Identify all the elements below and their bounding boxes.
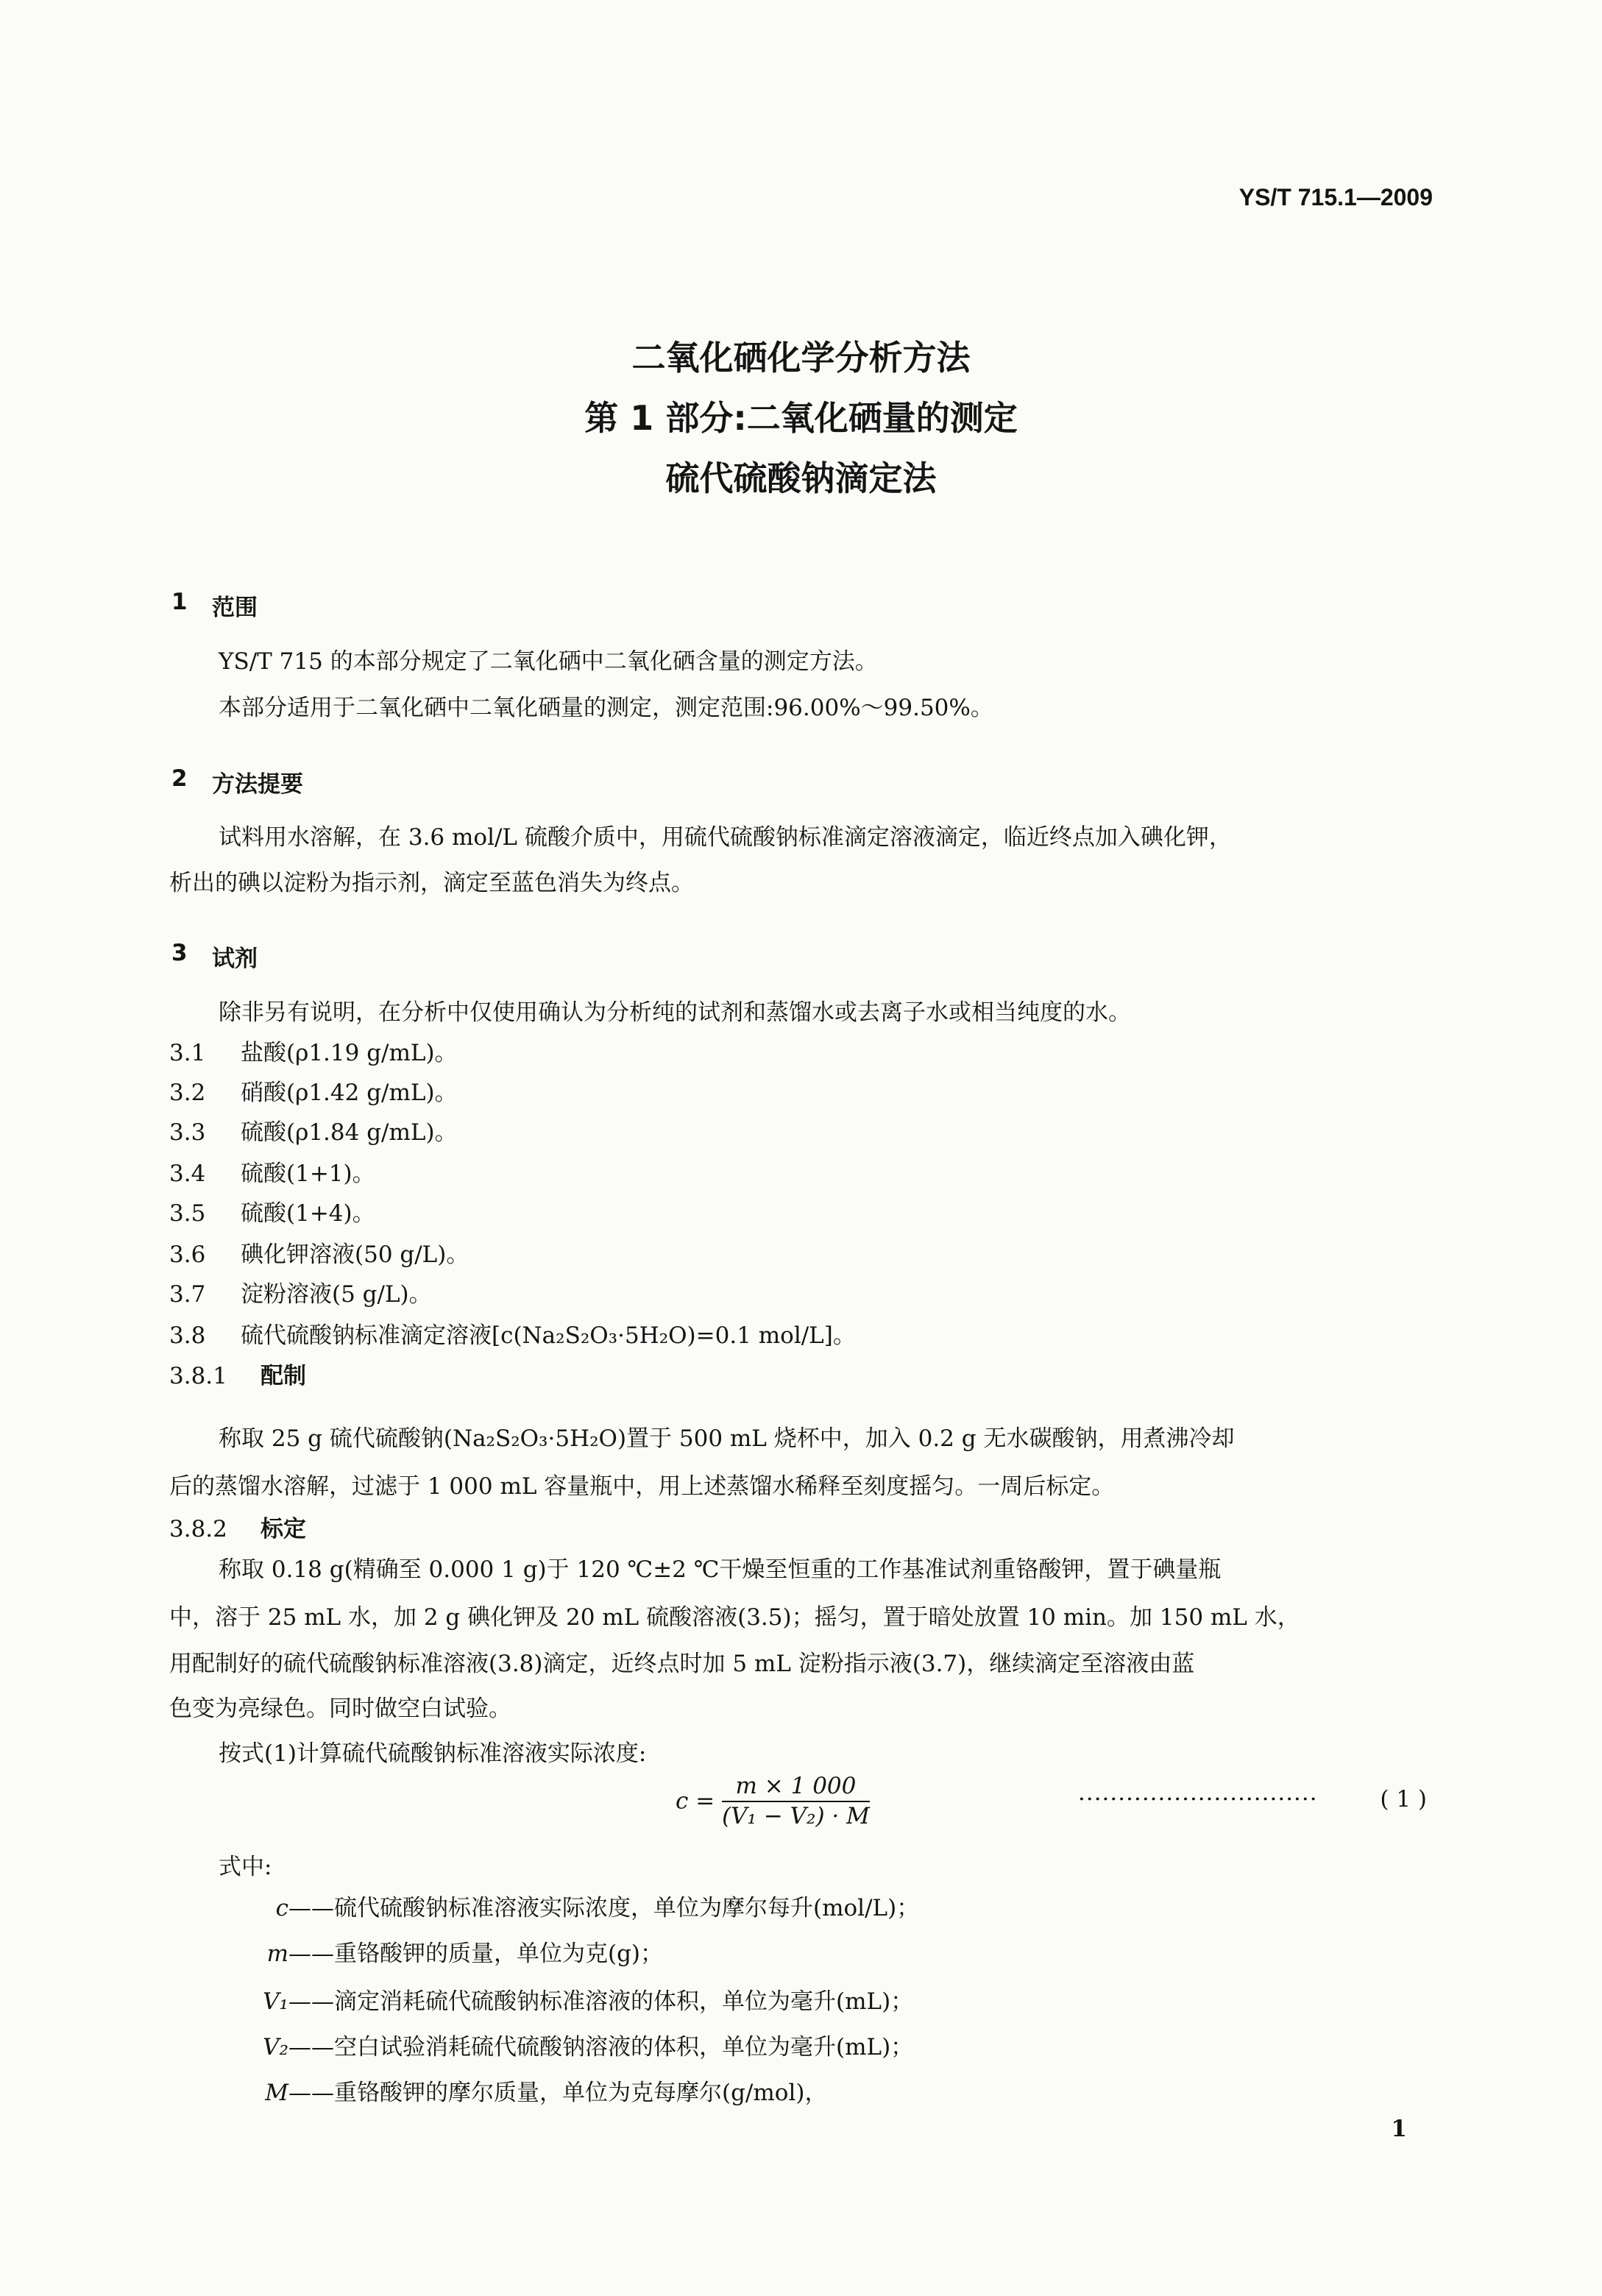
section-2-para-line-1: 试料用水溶解，在 3.6 mol/L 硫酸介质中，用硫代硫酸钠标准滴定溶液滴定，临近终点加入碘化钾， [219, 824, 1232, 851]
calib-para-line-2: 中，溶于 25 mL 水，加 2 g 碘化钾及 20 mL 硫酸溶液(3.5)；摇匀，置于暗处放置 10 min。加 150 mL 水， [169, 1604, 1300, 1631]
definition-text: ——重铬酸钾的摩尔质量，单位为克每摩尔(g/mol)， [288, 2080, 828, 2106]
list-item [169, 1241, 469, 1268]
list-item [169, 1283, 432, 1306]
calib-para-line-1: 称取 0.18 g(精确至 0.000 1 g)于 120 ℃±2 ℃干燥至恒重的工作基准试剂重铬酸钾，置于碘量瓶 [219, 1556, 1222, 1583]
formula-leader-dots: ······························ [1078, 1786, 1318, 1813]
reagent-number: 3.7 [169, 1281, 206, 1308]
title-line-1: 二氧化硒化学分析方法 [631, 338, 971, 378]
list-item [169, 1322, 856, 1349]
reagent-text: 淀粉溶液(5 g/L)。 [241, 1281, 432, 1308]
section-3-intro: 除非另有说明，在分析中仅使用确认为分析纯的试剂和蒸馏水或去离子水或相当纯度的水。 [219, 999, 1131, 1026]
section-2-heading: 方法提要 [212, 771, 303, 798]
list-item [169, 1202, 375, 1225]
list-item [169, 1119, 458, 1146]
formula-denominator: (V₁ − V₂) · M [722, 1803, 870, 1829]
title-line-2: 第 1 部分:二氧化硒量的测定 [584, 398, 1018, 438]
subsection-3-8-1 [169, 1365, 306, 1388]
section-2-para-line-2: 析出的碘以淀粉为指示剂，滴定至蓝色消失为终点。 [169, 870, 694, 896]
formula-fraction [722, 1775, 870, 1828]
reagent-number: 3.2 [169, 1080, 206, 1106]
calib-para-line-4: 色变为亮绿色。同时做空白试验。 [169, 1696, 511, 1722]
section-1-para-1: YS/T 715 的本部分规定了二氧化硒中二氧化硒含量的测定方法。 [219, 648, 878, 675]
page-number: 1 [1391, 2116, 1407, 2142]
list-item [169, 1163, 375, 1186]
section-3-heading: 试剂 [212, 946, 258, 972]
reagent-text: 硝酸(ρ1.42 g/mL)。 [241, 1080, 458, 1106]
formula-lhs: c = [676, 1787, 715, 1815]
definition-item [184, 1897, 919, 1920]
definition-text: ——空白试验消耗硫代硫酸钠溶液的体积，单位为毫升(mL)； [288, 2034, 914, 2061]
title-line-3: 硫代硫酸钠滴定法 [665, 458, 937, 498]
reagent-number: 3.6 [169, 1241, 206, 1268]
formula-number: ( 1 ) [1380, 1786, 1427, 1813]
where-label: 式中: [219, 1854, 272, 1880]
prep-para-line-1: 称取 25 g 硫代硫酸钠(Na₂S₂O₃·5H₂O)置于 500 mL 烧杯中，加入 0.2 g 无水碳酸钠，用煮沸冷却 [219, 1425, 1235, 1452]
definition-item [184, 1943, 663, 1966]
subsection-3-8-2 [169, 1518, 306, 1541]
list-item [169, 1042, 458, 1065]
reagent-number: 3.4 [169, 1161, 206, 1187]
definition-text: ——重铬酸钾的质量，单位为克(g)； [288, 1941, 664, 1967]
section-3-number: 3 [171, 940, 188, 966]
reagent-text: 碘化钾溶液(50 g/L)。 [241, 1241, 469, 1268]
reagent-text: 硫酸(ρ1.84 g/mL)。 [241, 1119, 458, 1146]
definition-item [184, 2082, 827, 2105]
subsection-heading: 配制 [260, 1363, 306, 1389]
definition-symbol: M [265, 2080, 288, 2106]
reagent-text: 硫酸(1+4)。 [241, 1200, 375, 1227]
formula-numerator: m × 1 000 [722, 1775, 870, 1802]
calc-intro: 按式(1)计算硫代硫酸钠标准溶液实际浓度: [219, 1740, 647, 1767]
list-item [169, 1082, 458, 1105]
reagent-number: 3.3 [169, 1119, 206, 1146]
standard-number: YS/T 715.1—2009 [1238, 184, 1433, 210]
reagent-text: 盐酸(ρ1.19 g/mL)。 [241, 1040, 458, 1066]
section-1-number: 1 [171, 589, 188, 615]
subsection-number: 3.8.1 [169, 1363, 227, 1389]
reagent-text: 硫代硫酸钠标准滴定溶液[c(Na₂S₂O₃·5H₂O)=0.1 mol/L]。 [241, 1322, 856, 1349]
definition-symbol: V₂ [263, 2034, 288, 2061]
reagent-number: 3.8 [169, 1322, 206, 1349]
subsection-heading: 标定 [260, 1516, 306, 1542]
definition-item [184, 2036, 913, 2059]
prep-para-line-2: 后的蒸馏水溶解，过滤于 1 000 mL 容量瓶中，用上述蒸馏水稀释至刻度摇匀。一周后标定。 [169, 1473, 1115, 1500]
formula [676, 1775, 870, 1828]
section-1-heading: 范围 [212, 595, 258, 621]
definition-symbol: c [275, 1895, 288, 1921]
definition-symbol: V₁ [263, 1988, 288, 2015]
definition-symbol: m [266, 1941, 288, 1967]
subsection-number: 3.8.2 [169, 1516, 227, 1542]
reagent-text: 硫酸(1+1)。 [241, 1161, 375, 1187]
definition-item [184, 1988, 914, 2015]
definition-text: ——硫代硫酸钠标准溶液实际浓度，单位为摩尔每升(mol/L)； [288, 1895, 920, 1921]
reagent-number: 3.1 [169, 1040, 206, 1066]
reagent-number: 3.5 [169, 1200, 206, 1227]
calib-para-line-3: 用配制好的硫代硫酸钠标准溶液(3.8)滴定，近终点时加 5 mL 淀粉指示液(3.7)，继续滴定至溶液由蓝 [169, 1651, 1195, 1677]
section-1-para-2: 本部分适用于二氧化硒中二氧化硒量的测定，测定范围:96.00%～99.50%。 [219, 695, 993, 721]
section-2-number: 2 [171, 765, 188, 792]
definition-text: ——滴定消耗硫代硫酸钠标准溶液的体积，单位为毫升(mL)； [288, 1988, 914, 2015]
